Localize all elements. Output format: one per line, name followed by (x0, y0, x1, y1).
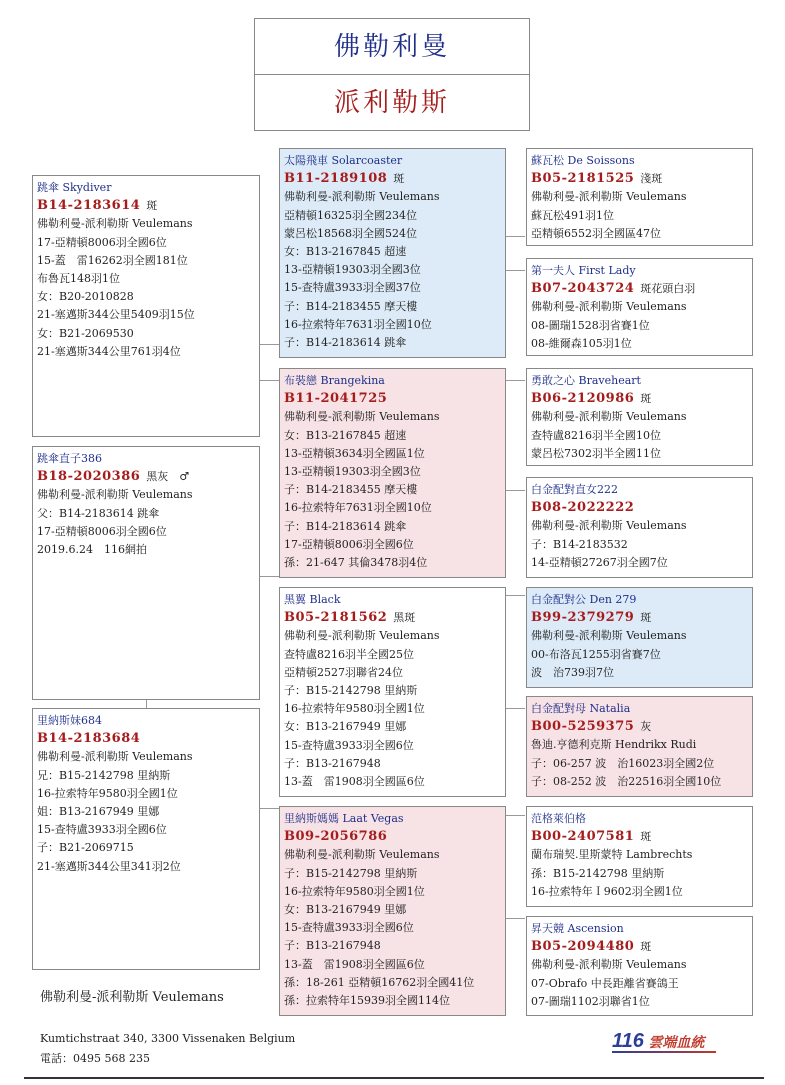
bottom-rule (24, 1077, 764, 1079)
detail-line: 波 治739羽7位 (531, 665, 614, 679)
detail-line: 子：06-257 波 治16023羽全國2位 (531, 756, 715, 770)
connector (505, 236, 525, 237)
ring-number: B18-2020386 黑灰 ♂ (37, 469, 190, 485)
ring-number: B09-2056786 (284, 829, 388, 845)
detail-line: 佛勒利曼-派利勒斯 Veulemans (531, 519, 687, 533)
detail-line: 佛勒利曼-派利勒斯 Veulemans (531, 410, 687, 424)
bird-name: 太陽飛車 Solarcoaster (284, 154, 403, 167)
detail-line: 14-亞精頓27267羽全國7位 (531, 555, 668, 569)
breeder-name: 佛勒利曼-派利勒斯 Veulemans (40, 990, 224, 1005)
bird-name: 跳傘直子386 (37, 452, 102, 465)
detail-line: 2019.6.24 116網拍 (37, 543, 147, 557)
owner-title: 佛勒利曼 (333, 32, 450, 62)
color-note: 灰 (640, 720, 652, 734)
detail-line: 16-拉索特年9580羽全國1位 (284, 702, 425, 716)
detail-line: 16-拉索特年7631羽全國10位 (284, 317, 432, 331)
detail-line: 08-圖瑞1528羽省賽1位 (531, 318, 650, 332)
detail-line: 佛勒利曼-派利勒斯 Veulemans (37, 488, 193, 502)
detail-line: 佛勒利曼-派利勒斯 Veulemans (531, 300, 687, 314)
ring-number: B05-2181525 淺斑 (531, 171, 663, 187)
detail-line: 女：B13-2167845 超速 (284, 428, 407, 442)
connector (505, 270, 525, 271)
detail-line: 蒙呂松18568羽全國524位 (284, 226, 417, 240)
detail-line: 15-蓋 雷16262羽全國181位 (37, 253, 188, 267)
detail-line: 13-蓋 雷1908羽全國區6位 (284, 957, 425, 971)
detail-line: 查特盧8216羽半全國25位 (284, 647, 414, 661)
detail-line: 15-查特盧3933羽全國6位 (284, 921, 414, 935)
bird-name: 白金配對公 Den 279 (531, 593, 637, 606)
pedigree-gp-card (526, 696, 753, 797)
bird-name: 里納斯媽媽 Laat Vegas (284, 812, 404, 825)
color-note: 斑 (393, 172, 405, 186)
owner-subtitle: 派利勒斯 (333, 88, 450, 118)
connector (505, 918, 525, 919)
bird-name: 勇敢之心 Braveheart (531, 374, 641, 387)
detail-line: 00-布洛瓦1255羽省賽7位 (531, 647, 661, 661)
pedigree-sibling-card (32, 708, 260, 970)
detail-line: 17-亞精頓8006羽全國6位 (37, 235, 167, 249)
detail-line: 孫：18-261 亞精頓16762羽全國41位 (284, 975, 475, 989)
detail-line: 子：B15-2142798 里納斯 (284, 866, 418, 880)
detail-line: 佛勒利曼-派利勒斯 Veulemans (531, 958, 687, 972)
color-note: 黑灰 ♂ (146, 470, 190, 484)
detail-line: 魯迪.亨德利克斯 Hendrikx Rudi (531, 738, 697, 752)
detail-line: 16-拉索特年9580羽全國1位 (284, 884, 425, 898)
connector (146, 700, 147, 708)
connector (505, 490, 525, 491)
ring-number: B05-2181562 黑斑 (284, 610, 416, 626)
detail-line: 16-拉索特年7631羽全國10位 (284, 501, 432, 515)
ring-number: B08-2022222 (531, 500, 635, 516)
detail-line: 佛勒利曼-派利勒斯 Veulemans (284, 410, 440, 424)
detail-line: 13-蓋 雷1908羽全國區6位 (284, 775, 425, 789)
pedigree-sibling-dam-card (279, 806, 506, 1016)
connector (505, 595, 525, 596)
pedigree-gp-card (526, 806, 753, 907)
detail-line: 15-查特盧3933羽全國6位 (37, 823, 167, 837)
detail-line: 07-圖瑞1102羽聯省1位 (531, 994, 650, 1008)
detail-line: 亞精頓6552羽全國區47位 (531, 226, 661, 240)
detail-line: 子：B15-2142798 里納斯 (284, 684, 418, 698)
bird-name: 第一夫人 First Lady (531, 264, 636, 277)
detail-line: 蘇瓦松491羽1位 (531, 208, 614, 222)
breeder-phone: 電話：0495 568 235 (40, 1052, 150, 1065)
pedigree-gp-card (526, 258, 753, 356)
detail-line: 女：B13-2167949 里娜 (284, 903, 407, 917)
detail-line: 子：B14-2183455 摩天樓 (284, 299, 418, 313)
ring-number: B99-2379279 斑 (531, 610, 652, 626)
pedigree-gp-card (526, 148, 753, 246)
color-note: 斑 (640, 611, 652, 625)
ring-number: B00-2407581 斑 (531, 829, 652, 845)
detail-line: 蒙呂松7302羽半全國11位 (531, 446, 661, 460)
pedigree-gp-card (526, 587, 753, 688)
connector (259, 576, 280, 577)
detail-line: 查特盧8216羽半全國10位 (531, 428, 661, 442)
color-note: 斑 (640, 830, 652, 844)
connector (505, 380, 525, 381)
detail-line: 佛勒利曼-派利勒斯 Veulemans (284, 848, 440, 862)
ring-number: B05-2094480 斑 (531, 939, 652, 955)
detail-line: 子：B14-2183614 跳傘 (284, 519, 407, 533)
bird-name: 布裝戀 Brangekina (284, 374, 385, 387)
pedigree-gp-card (526, 368, 753, 466)
owner-subtitle-box (254, 74, 530, 131)
color-note: 斑 (146, 199, 158, 213)
breeder-address: Kumtichstraat 340, 3300 Vissenaken Belgium (40, 1032, 296, 1045)
detail-line: 父：B14-2183614 跳傘 (37, 506, 160, 520)
ring-number: B11-2041725 (284, 391, 388, 407)
detail-line: 17-亞精頓8006羽全國6位 (37, 524, 167, 538)
detail-line: 子：B21-2069715 (37, 841, 134, 855)
connector (505, 708, 525, 709)
detail-line: 08-維爾森105羽1位 (531, 336, 632, 350)
detail-line: 佛勒利曼-派利勒斯 Veulemans (284, 629, 440, 643)
pedigree-mate-card (32, 446, 260, 700)
color-note: 斑花頭白羽 (640, 282, 696, 296)
detail-line: 兄：B15-2142798 里納斯 (37, 768, 171, 782)
bird-name: 范格萊伯格 (531, 812, 586, 825)
brand-logo (612, 1030, 716, 1053)
bird-name: 黑翼 Black (284, 593, 341, 606)
pedigree-sibling-sire-card (279, 587, 506, 797)
pedigree-gp-card (526, 916, 753, 1016)
detail-line: 佛勒利曼-派利勒斯 Veulemans (37, 217, 193, 231)
detail-line: 孫：21-647 其倫3478羽4位 (284, 556, 428, 570)
detail-line: 子：B13-2167948 (284, 939, 381, 953)
detail-line: 子：B14-2183455 摩天樓 (284, 483, 418, 497)
pedigree-sire-card (279, 148, 506, 358)
detail-line: 13-亞精頓19303羽全國3位 (284, 465, 421, 479)
detail-line: 子：B13-2167948 (284, 756, 381, 770)
detail-line: 女：B13-2167845 超速 (284, 245, 407, 259)
detail-line: 佛勒利曼-派利勒斯 Veulemans (531, 190, 687, 204)
detail-line: 21-塞邁斯344公里5409羽15位 (37, 308, 195, 322)
ring-number: B00-5259375 灰 (531, 719, 652, 735)
ring-number: B11-2189108 斑 (284, 171, 405, 187)
bird-name: 里納斯妹684 (37, 714, 102, 727)
detail-line: 13-亞精頓19303羽全國3位 (284, 263, 421, 277)
owner-title-box (254, 18, 530, 75)
detail-line: 07-Obrafo 中長距離省賽鴿王 (531, 976, 679, 990)
color-note: 斑 (640, 940, 652, 954)
detail-line: 蘭布瑞契.里斯蒙特 Lambrechts (531, 848, 693, 862)
connector (259, 808, 280, 809)
detail-line: 亞精頓2527羽聯省24位 (284, 665, 403, 679)
detail-line: 15-查特盧3933羽全國37位 (284, 281, 421, 295)
color-note: 淺斑 (640, 172, 663, 186)
detail-line: 16-拉索特年Ｉ9602羽全國1位 (531, 884, 683, 898)
connector (505, 815, 525, 816)
bird-name: 跳傘 Skydiver (37, 181, 112, 194)
detail-line: 15-查特盧3933羽全國6位 (284, 738, 414, 752)
detail-line: 21-塞邁斯344公里761羽4位 (37, 344, 181, 358)
pedigree-dam-card (279, 368, 506, 578)
logo-text: 雲端血統 (648, 1034, 705, 1050)
bird-name: 白金配對母 Natalia (531, 702, 631, 715)
detail-line: 佛勒利曼-派利勒斯 Veulemans (284, 190, 440, 204)
ring-number: B14-2183684 (37, 731, 141, 747)
detail-line: 女：B13-2167949 里娜 (284, 720, 407, 734)
detail-line: 女：B20-2010828 (37, 290, 134, 304)
detail-line: 13-亞精頓3634羽全國區1位 (284, 446, 425, 460)
detail-line: 子：B14-2183614 跳傘 (284, 336, 407, 350)
detail-line: 子：08-252 波 治22516羽全國10位 (531, 774, 722, 788)
bird-name: 蘇瓦松 De Soissons (531, 154, 635, 167)
logo-number: 116 (612, 1030, 644, 1052)
detail-line: 佛勒利曼-派利勒斯 Veulemans (531, 629, 687, 643)
detail-line: 姐：B13-2167949 里娜 (37, 805, 160, 819)
color-note: 斑 (640, 392, 652, 406)
pedigree-subject-card (32, 175, 260, 437)
detail-line: 17-亞精頓8006羽全國6位 (284, 537, 414, 551)
connector (259, 344, 280, 345)
ring-number: B14-2183614 斑 (37, 198, 158, 214)
detail-line: 子：B14-2183532 (531, 537, 628, 551)
detail-line: 21-塞邁斯344公里341羽2位 (37, 859, 181, 873)
detail-line: 女：B21-2069530 (37, 326, 134, 340)
detail-line: 布魯瓦148羽1位 (37, 272, 120, 286)
bird-name: 昇天競 Ascension (531, 922, 624, 935)
pedigree-gp-card (526, 477, 753, 578)
detail-line: 佛勒利曼-派利勒斯 Veulemans (37, 750, 193, 764)
color-note: 黑斑 (393, 611, 416, 625)
detail-line: 孫：B15-2142798 里納斯 (531, 866, 665, 880)
detail-line: 亞精頓16325羽全國234位 (284, 208, 417, 222)
ring-number: B06-2120986 斑 (531, 391, 652, 407)
connector (259, 380, 280, 381)
ring-number: B07-2043724 斑花頭白羽 (531, 281, 696, 297)
bird-name: 白金配對直女222 (531, 483, 618, 496)
detail-line: 16-拉索特年9580羽全國1位 (37, 786, 178, 800)
detail-line: 孫：拉索特年15939羽全國114位 (284, 994, 450, 1008)
